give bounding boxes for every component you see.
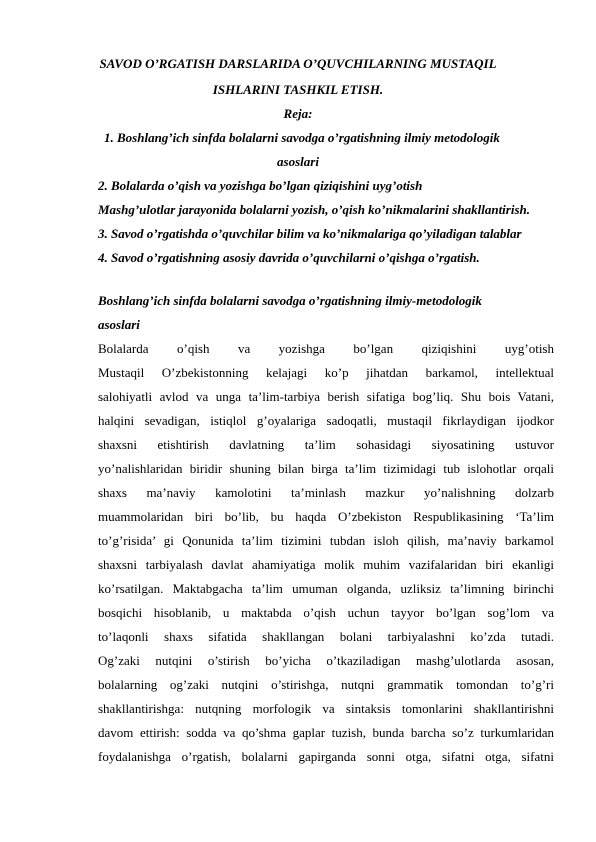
body-line: davom ettirish: sodda va qo’shma gaplar tuzish, bunda barcha so’z turkumlaridan <box>98 725 554 740</box>
body-line: to’g’risida’ gi Qonunida ta’lim tizimini tubdan isloh qilish, ma’naviy barkamol <box>98 533 554 548</box>
body-line: Og’zaki nutqini o’stirish bo’yicha o’tkaziladigan mashg’ulotlarda asosan, <box>98 653 554 668</box>
plan-item-2b: Mashg’ulotlar jarayonida bolalarni yozish, o’qish ko’nikmalarini shakllantirish. <box>98 202 531 217</box>
plan-item-4: 4. Savod o’rgatishning asosiy davrida o’quvchilarni o’qishga o’rgatish. <box>98 250 480 265</box>
body-line: shaxs ma’naviy kamolotini ta’minlash mazkur yo’nalishning dolzarb <box>98 485 554 500</box>
document-title-line-2: ISHLARINI TASHKIL ETISH. <box>212 82 384 97</box>
body-line: Mustaqil O’zbekistonning kelajagi ko’p jihatdan barkamol, intellektual <box>98 365 554 380</box>
section-heading-continued: asoslari <box>98 317 140 332</box>
section-heading: Boshlang’ich sinfda bolalarni savodga o’rgatishning ilmiy-metodologik <box>98 293 482 308</box>
plan-item-2: 2. Bolalarda o’qish va yozishga bo’lgan qiziqishini uyg’otish <box>98 178 423 193</box>
body-line: to’laqonli shaxs sifatida shakllangan bolani tarbiyalashni ko’zda tutadi. <box>98 629 554 644</box>
plan-heading: Reja: <box>283 106 313 121</box>
body-line: salohiyatli avlod va unga ta’lim-tarbiya berish sifatiga bog’liq. Shu bois Vatani, <box>98 389 554 404</box>
body-line: yo’nalishlaridan biridir shuning bilan birga ta’lim tizimidagi tub islohotlar orqali <box>98 461 554 476</box>
body-line: Bolalarda o’qish va yozishga bo’lgan qiziqishini uyg’otish <box>98 341 554 356</box>
plan-item-1: 1. Boshlang’ich sinfda bolalarni savodga o’rgatishning ilmiy metodologik <box>104 130 500 145</box>
plan-item-3: 3. Savod o’rgatishda o’quvchilar bilim va ko’nikmalariga qo’yiladigan talablar <box>98 226 522 241</box>
body-line: shakllantirishga: nutqning morfologik va sintaksis tomonlarini shakllantirishni <box>98 701 554 716</box>
body-line: ko’rsatilgan. Maktabgacha ta’lim umuman olganda, uzliksiz ta’limning birinchi <box>98 581 554 596</box>
body-line: foydalanishga o’rgatish, bolalarni gapirganda sonni otga, sifatni otga, sifatni <box>98 749 554 764</box>
body-line: halqini sevadigan, istiqlol g’oyalariga sadoqatli, mustaqil fikrlaydigan ijodkor <box>98 413 554 428</box>
body-line: bosqichi hisoblanib, u maktabda o’qish uchun tayyor bo’lgan sog’lom va <box>98 605 554 620</box>
body-line: muammolaridan biri bo’lib, bu haqda O’zbekiston Respublikasining ‘Ta’lim <box>98 509 554 524</box>
body-line: shaxsni tarbiyalash davlat ahamiyatiga molik muhim vazifalaridan biri ekanligi <box>98 557 554 572</box>
body-line: shaxsni etishtirish davlatning ta’lim sohasidagi siyosatining ustuvor <box>98 437 554 452</box>
document-title-line-1: SAVOD O’RGATISH DARSLARIDA O’QUVCHILARNING MUSTAQIL <box>99 56 497 71</box>
plan-item-1-continued: asoslari <box>277 154 319 169</box>
body-line: bolalarning og’zaki nutqini o’stirishga, nutqni grammatik tomondan to’g’ri <box>98 677 554 692</box>
